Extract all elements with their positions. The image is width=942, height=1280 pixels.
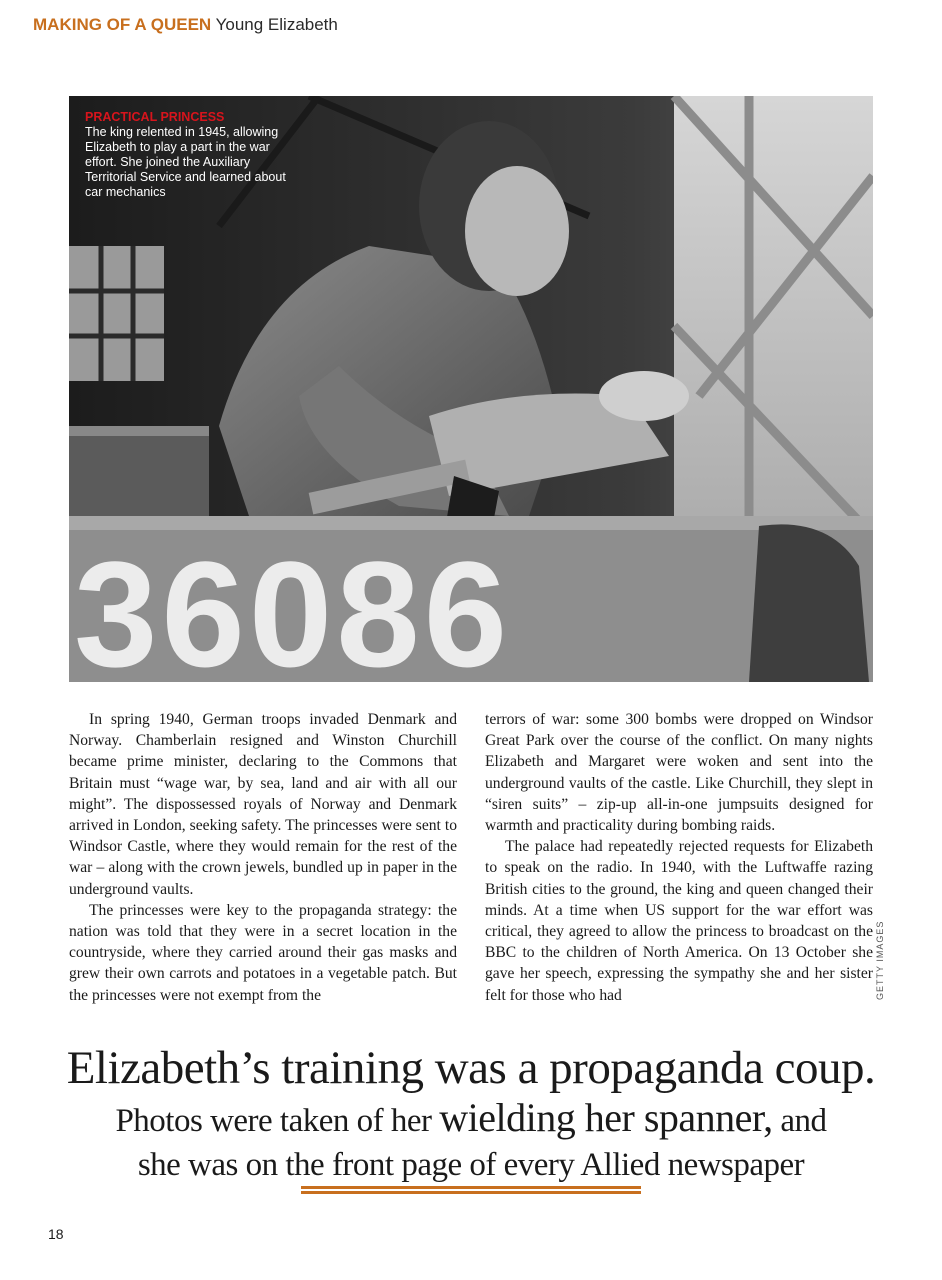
paragraph: The palace had repeatedly rejected requests for Elizabeth to speak on the radio. In 1940, with the Luftwaffe razing British cities to the ground, the king and queen changed their minds. At a time when US support for the war effort was critical, they agreed to allow the princess to broadcast on the BBC to the children of North America. On 13 October she gave her speech, expressing the sympathy she and her sister felt for those who had xyxy=(485,838,873,1004)
paragraph: The princesses were key to the propaganda strategy: the nation was told that they were in a secret location in the countryside, where they carried around their gas masks and grew their own carrots and potatoes in a vegetable patch. But the princesses were not exempt from the xyxy=(69,901,457,1004)
running-head xyxy=(33,13,338,37)
topic-title: Young Elizabeth xyxy=(215,15,338,34)
hero-photo xyxy=(69,96,873,682)
paragraph: terrors of war: some 300 bombs were dropped on Windsor Great Park over the course of the conflict. On many nights Elizabeth and Margaret were woken and sent into the underground vaults of the castle. Like Churchill, they slept in “siren suits” – zip-up all-in-one jumpsuits designed for warmth and practicality during bombing raids. xyxy=(485,711,873,835)
caption-text: The king relented in 1945, allowing Elizabeth to play a part in the war effort. She joined the Auxiliary Territorial Service and learned about car mechanics xyxy=(85,125,286,199)
plate-number: 36086 xyxy=(74,530,512,682)
pull-quote-line xyxy=(40,1096,902,1143)
article-column-right xyxy=(485,709,873,1006)
divider xyxy=(301,1191,641,1194)
pull-quote-text: Photos were taken of her xyxy=(115,1103,440,1139)
section-title: MAKING OF A QUEEN xyxy=(33,15,212,34)
caption-title: PRACTICAL PRINCESS xyxy=(85,110,225,124)
pull-quote xyxy=(40,1040,902,1187)
pull-quote-emphasis: wielding her spanner, xyxy=(439,1095,773,1140)
pull-quote-line: she was on the front page of every Allied newspaper xyxy=(137,1147,805,1183)
pull-quote-line: Elizabeth’s training was a propaganda coup. xyxy=(66,1042,876,1094)
photo-credit: GETTY IMAGES xyxy=(875,920,885,1000)
article-column-left xyxy=(69,709,457,1006)
paragraph: In spring 1940, German troops invaded Denmark and Norway. Chamberlain resigned and Winston Churchill became prime minister, declaring to the Commons that Britain must “wage war, by sea, land and air with all our might”. The dispossessed royals of Norway and Denmark arrived in London, seeking safety. The princesses were sent to Windsor Castle, where they would remain for the rest of the war – along with the crown jewels, bundled up in paper in the underground vaults. xyxy=(69,711,457,898)
page-number: 18 xyxy=(48,1226,64,1242)
pull-quote-text: and xyxy=(772,1103,827,1139)
photo-caption xyxy=(85,110,300,200)
divider xyxy=(301,1186,641,1189)
